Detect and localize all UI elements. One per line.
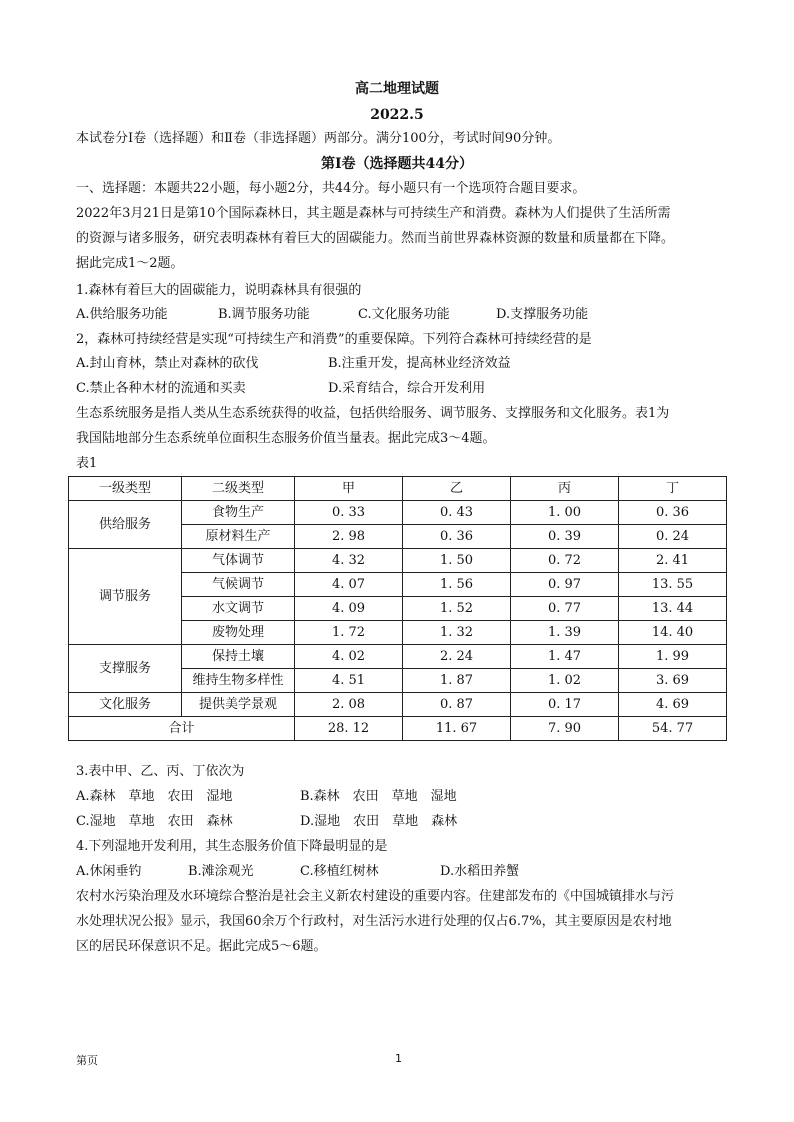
value-cell: 1. 00 [511, 501, 619, 525]
q2-option-a: A.封山育林，禁止对森林的砍伐 [76, 356, 259, 371]
value-cell: 0. 87 [403, 693, 511, 717]
value-cell: 4. 07 [295, 573, 403, 597]
category-cell: 支撑服务 [69, 645, 182, 693]
total-cell: 7. 90 [511, 717, 619, 741]
q2-option-c: C.禁止各种木材的流通和买卖 [76, 381, 246, 396]
section-title: 第Ⅰ卷（选择题共44分） [320, 156, 474, 172]
category-cell: 调节服务 [69, 549, 182, 645]
value-cell: 1. 56 [403, 573, 511, 597]
subtype-cell: 气体调节 [182, 549, 295, 573]
table-row [69, 501, 727, 525]
q2-option-d: D.采育结合，综合开发利用 [328, 381, 486, 396]
q4-option-b: B.滩涂观光 [188, 864, 254, 879]
value-cell: 4. 02 [295, 645, 403, 669]
passage1-line: 的资源与诸多服务，研究表明森林有着巨大的固碳能力。然而当前世界森林资源的数量和质量都在下降。 [76, 231, 675, 246]
ecosystem-service-table [68, 476, 727, 741]
value-cell: 1. 52 [403, 597, 511, 621]
table-header: 丁 [619, 477, 727, 501]
subtype-cell: 提供美学景观 [182, 693, 295, 717]
category-cell: 文化服务 [69, 693, 182, 717]
subtype-cell: 保持土壤 [182, 645, 295, 669]
value-cell: 4. 09 [295, 597, 403, 621]
exam-date: 2022.5 [370, 107, 424, 123]
value-cell: 0. 97 [511, 573, 619, 597]
q3-option-c: C.湿地 草地 农田 森林 [76, 814, 233, 829]
subtype-cell: 废物处理 [182, 621, 295, 645]
table-row [69, 549, 727, 573]
value-cell: 0. 77 [511, 597, 619, 621]
value-cell: 4. 32 [295, 549, 403, 573]
table-row [69, 645, 727, 669]
q1-option-b: B.调节服务功能 [218, 307, 310, 322]
footer-page-label: 第页 [76, 1054, 98, 1067]
value-cell: 1. 39 [511, 621, 619, 645]
value-cell: 1. 02 [511, 669, 619, 693]
q4-stem: 4.下列湿地开发利用，其生态服务价值下降最明显的是 [76, 839, 388, 854]
passage2-line: 我国陆地部分生态系统单位面积生态服务价值当量表。据此完成3～4题。 [76, 431, 496, 446]
value-cell: 1. 47 [511, 645, 619, 669]
value-cell: 0. 33 [295, 501, 403, 525]
q2-stem: 2，森林可持续经营是实现“可持续生产和消费”的重要保障。下列符合森林可持续经营的是 [76, 332, 592, 347]
value-cell: 2. 41 [619, 549, 727, 573]
exam-title: 高二地理试题 [355, 81, 439, 97]
q1-stem: 1.森林有着巨大的固碳能力，说明森林具有很强的 [76, 283, 362, 298]
q1-option-c: C.文化服务功能 [358, 307, 450, 322]
value-cell: 1. 99 [619, 645, 727, 669]
q4-option-d: D.水稻田养蟹 [440, 864, 520, 879]
value-cell: 0. 17 [511, 693, 619, 717]
table-header-row [69, 477, 727, 501]
subtype-cell: 水文调节 [182, 597, 295, 621]
value-cell: 0. 43 [403, 501, 511, 525]
passage3-line: 水处理状况公报》显示，我国60余万个行政村，对生活污水进行处理的仅占6.7%，其主要原因是农村地 [76, 914, 672, 929]
passage1-line: 2022年3月21日是第10个国际森林日，其主题是森林与可持续生产和消费。森林为人们提供了生活所需 [76, 206, 671, 221]
section-instructions: 一、选择题：本题共22小题，每小题2分，共44分。每小题只有一个选项符合题目要求。 [76, 181, 586, 196]
table-row [69, 693, 727, 717]
passage3-line: 农村水污染治理及水环境综合整治是社会主义新农村建设的重要内容。住建部发布的《中国城镇排水与污 [76, 889, 675, 904]
q1-option-a: A.供给服务功能 [76, 307, 168, 322]
subtype-cell: 维持生物多样性 [182, 669, 295, 693]
value-cell: 1. 87 [403, 669, 511, 693]
q3-option-d: D.湿地 农田 草地 森林 [300, 814, 458, 829]
value-cell: 0. 36 [619, 501, 727, 525]
value-cell: 13. 55 [619, 573, 727, 597]
q3-stem: 3.表中甲、乙、丙、丁依次为 [76, 764, 245, 779]
subtype-cell: 食物生产 [182, 501, 295, 525]
subtype-cell: 气候调节 [182, 573, 295, 597]
value-cell: 2. 08 [295, 693, 403, 717]
value-cell: 2. 98 [295, 525, 403, 549]
q3-option-a: A.森林 草地 农田 湿地 [76, 789, 233, 804]
total-cell: 11. 67 [403, 717, 511, 741]
value-cell: 0. 39 [511, 525, 619, 549]
value-cell: 1. 72 [295, 621, 403, 645]
value-cell: 0. 36 [403, 525, 511, 549]
value-cell: 1. 50 [403, 549, 511, 573]
q2-option-b: B.注重开发，提高林业经济效益 [328, 356, 511, 371]
value-cell: 0. 24 [619, 525, 727, 549]
passage2-line: 生态系统服务是指人类从生态系统获得的收益，包括供给服务、调节服务、支撑服务和文化服务。表1为 [76, 406, 670, 421]
total-cell: 28. 12 [295, 717, 403, 741]
category-cell: 供给服务 [69, 501, 182, 549]
value-cell: 14. 40 [619, 621, 727, 645]
exam-intro: 本试卷分Ⅰ卷（选择题）和Ⅱ卷（非选择题）两部分。满分100分，考试时间90分钟。 [76, 131, 561, 146]
q4-option-c: C.移植红树林 [300, 864, 379, 879]
table-header: 乙 [403, 477, 511, 501]
q1-option-d: D.支撑服务功能 [496, 307, 589, 322]
q3-option-b: B.森林 农田 草地 湿地 [300, 789, 457, 804]
value-cell: 4. 51 [295, 669, 403, 693]
passage3-line: 区的居民环保意识不足。据此完成5～6题。 [76, 939, 327, 954]
subtype-cell: 原材料生产 [182, 525, 295, 549]
passage1-line: 据此完成1～2题。 [76, 256, 184, 271]
table-header: 一级类型 [69, 477, 182, 501]
value-cell: 0. 72 [511, 549, 619, 573]
footer-page-number: 1 [395, 1052, 402, 1065]
value-cell: 1. 32 [403, 621, 511, 645]
table-total-row [69, 717, 727, 741]
q4-option-a: A.休闲垂钓 [76, 864, 142, 879]
value-cell: 4. 69 [619, 693, 727, 717]
table-header: 二级类型 [182, 477, 295, 501]
value-cell: 3. 69 [619, 669, 727, 693]
total-cell: 54. 77 [619, 717, 727, 741]
total-label: 合计 [69, 717, 295, 741]
table-caption: 表1 [76, 456, 98, 471]
value-cell: 13. 44 [619, 597, 727, 621]
value-cell: 2. 24 [403, 645, 511, 669]
table-header: 甲 [295, 477, 403, 501]
table-header: 丙 [511, 477, 619, 501]
